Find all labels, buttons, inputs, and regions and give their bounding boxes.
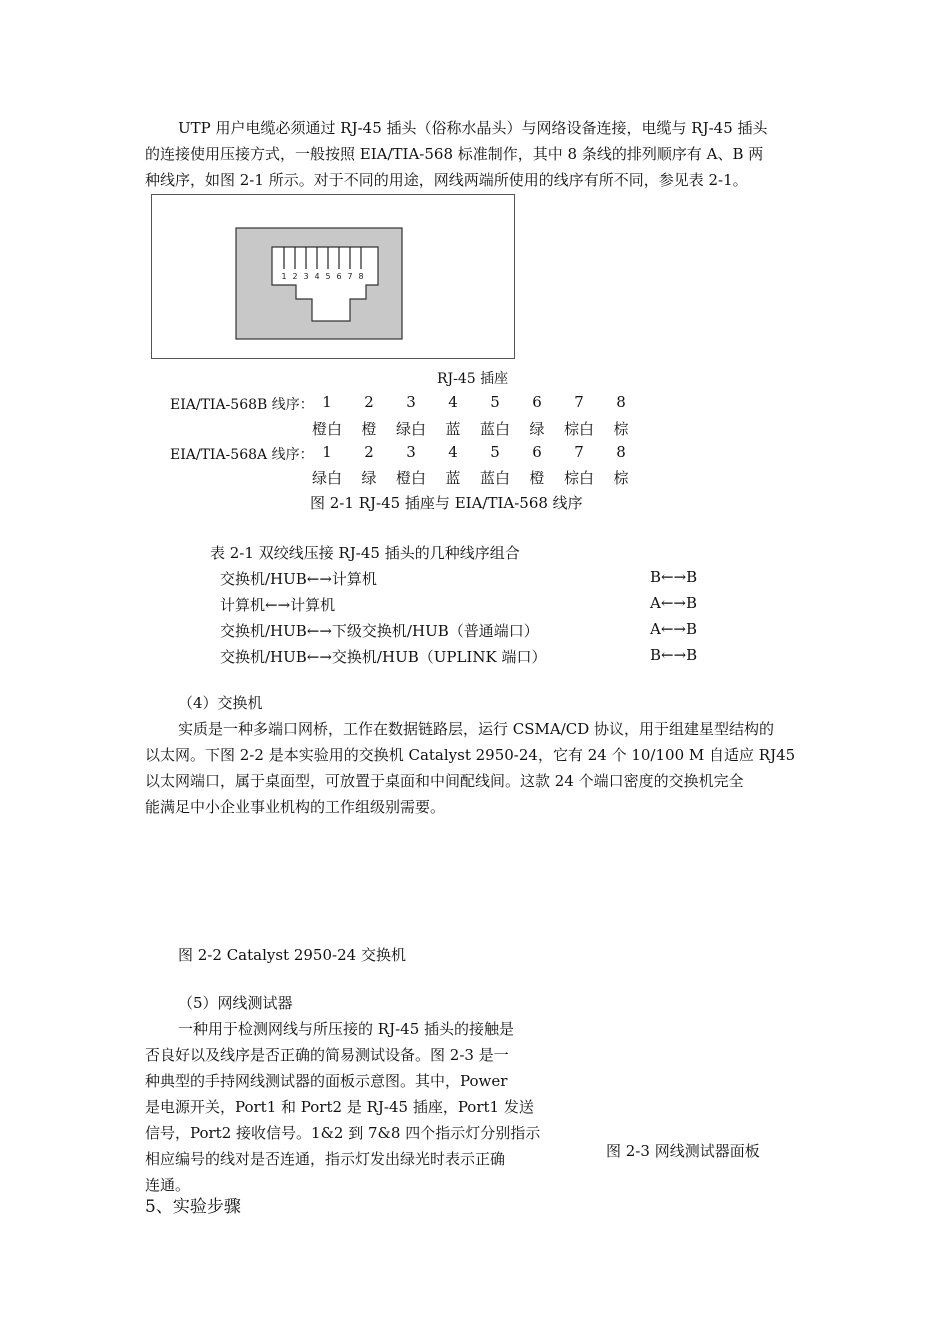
568a-color-6: 橙	[529, 469, 545, 487]
568b-color-1: 橙白	[311, 420, 342, 438]
table-order: B←→B	[650, 568, 698, 586]
568a-color-5: 蓝白	[479, 469, 510, 487]
figure-2-2-caption: 图 2-2 Catalyst 2950-24 交换机	[178, 946, 406, 964]
568b-num-3: 3	[406, 393, 416, 411]
568a-num-5: 5	[490, 443, 500, 461]
568b-num-6: 6	[532, 393, 542, 411]
section-5-line-5: 信号，Port2 接收信号。1&2 到 7&8 四个指示灯分别指示	[145, 1124, 541, 1142]
section-4-line-4: 能满足中小企业事业机构的工作组级别需要。	[145, 798, 446, 816]
568a-color-4: 蓝	[445, 469, 461, 487]
568b-num-4: 4	[448, 393, 458, 411]
section-5-line-3: 种典型的手持网线测试器的面板示意图。其中，Power	[145, 1072, 508, 1090]
figure-2-1-caption: 图 2-1 RJ-45 插座与 EIA/TIA-568 线序	[310, 494, 583, 512]
568a-num-3: 3	[406, 443, 416, 461]
568b-color-5: 蓝白	[479, 420, 510, 438]
568b-color-4: 蓝	[445, 420, 461, 438]
section-4-line-2: 以太网。下图 2-2 是本实验用的交换机 Catalyst 2950-24，它有 24 个 10/100 M 自适应 RJ45	[145, 746, 796, 764]
section-5-line-6: 相应编号的线对是否连通，指示灯发出绿光时表示正确	[145, 1150, 506, 1168]
pin-label-8: 8	[358, 272, 364, 281]
section-4-line-3: 以太网端口，属于桌面型，可放置于桌面和中间配线间。这款 24 个端口密度的交换机完全	[145, 772, 744, 790]
568b-color-6: 绿	[529, 420, 545, 438]
socket-caption: RJ-45 插座	[437, 371, 509, 387]
experiment-steps-heading: 5、实验步骤	[145, 1197, 241, 1217]
table-connection: 交换机/HUB←→下级交换机/HUB（普通端口）	[220, 622, 539, 640]
568a-num-8: 8	[616, 443, 626, 461]
table-order: B←→B	[650, 646, 698, 664]
568b-color-8: 棕	[613, 420, 629, 438]
table-connection: 交换机/HUB←→交换机/HUB（UPLINK 端口）	[220, 648, 547, 666]
568a-num-7: 7	[574, 443, 584, 461]
table-2-1-title: 表 2-1 双绞线压接 RJ-45 插头的几种线序组合	[210, 544, 520, 562]
section-5-line-2: 否良好以及线序是否正确的简易测试设备。图 2-3 是一	[145, 1046, 509, 1064]
pin-label-5: 5	[325, 272, 331, 281]
section-4-line-1: 实质是一种多端口网桥，工作在数据链路层，运行 CSMA/CD 协议，用于组建星型结构的	[178, 720, 775, 738]
568b-num-1: 1	[322, 393, 332, 411]
section-4-heading: （4）交换机	[178, 694, 263, 712]
568b-color-7: 棕白	[563, 420, 594, 438]
568b-label: EIA/TIA-568B 线序：	[170, 397, 314, 413]
section-5-line-4: 是电源开关，Port1 和 Port2 是 RJ-45 插座，Port1 发送	[145, 1098, 534, 1116]
pin-label-7: 7	[347, 272, 353, 281]
section-5-line-7: 连通。	[145, 1176, 191, 1194]
pin-label-1: 1	[281, 272, 287, 281]
568a-color-7: 棕白	[563, 469, 594, 487]
568b-num-8: 8	[616, 393, 626, 411]
pin-label-2: 2	[292, 272, 298, 281]
table-connection: 计算机←→计算机	[220, 596, 336, 614]
568a-color-3: 橙白	[395, 469, 426, 487]
intro-line-2: 的连接使用压接方式，一般按照 EIA/TIA-568 标准制作，其中 8 条线的排列顺序有 A、B 两	[145, 145, 764, 163]
table-order: A←→B	[650, 594, 697, 612]
figure-2-3-caption: 图 2-3 网线测试器面板	[606, 1142, 760, 1160]
intro-line-3: 种线序，如图 2-1 所示。对于不同的用途，网线两端所使用的线序有所不同，参见表 2-1。	[145, 171, 748, 189]
intro-line-1: UTP 用户电缆必须通过 RJ-45 插头（俗称水晶头）与网络设备连接，电缆与 RJ-45 插头	[178, 119, 768, 137]
568a-label: EIA/TIA-568A 线序：	[170, 447, 314, 463]
568b-num-5: 5	[490, 393, 500, 411]
table-connection: 交换机/HUB←→计算机	[220, 570, 377, 588]
section-5-heading: （5）网线测试器	[178, 994, 293, 1012]
section-5-line-1: 一种用于检测网线与所压接的 RJ-45 插头的接触是	[178, 1020, 515, 1038]
568a-num-2: 2	[364, 443, 374, 461]
568a-num-4: 4	[448, 443, 458, 461]
568a-num-6: 6	[532, 443, 542, 461]
pin-label-4: 4	[314, 272, 320, 281]
568a-color-8: 棕	[613, 469, 629, 487]
rj45-socket-drawing	[152, 195, 514, 358]
table-order: A←→B	[650, 620, 697, 638]
568a-color-1: 绿白	[311, 469, 342, 487]
pin-label-3: 3	[303, 272, 309, 281]
568b-num-2: 2	[364, 393, 374, 411]
568a-num-1: 1	[322, 443, 332, 461]
pin-label-6: 6	[336, 272, 342, 281]
568b-color-3: 绿白	[395, 420, 426, 438]
rj45-socket-figure	[151, 194, 515, 359]
568a-color-2: 绿	[361, 469, 377, 487]
568b-num-7: 7	[574, 393, 584, 411]
568b-color-2: 橙	[361, 420, 377, 438]
